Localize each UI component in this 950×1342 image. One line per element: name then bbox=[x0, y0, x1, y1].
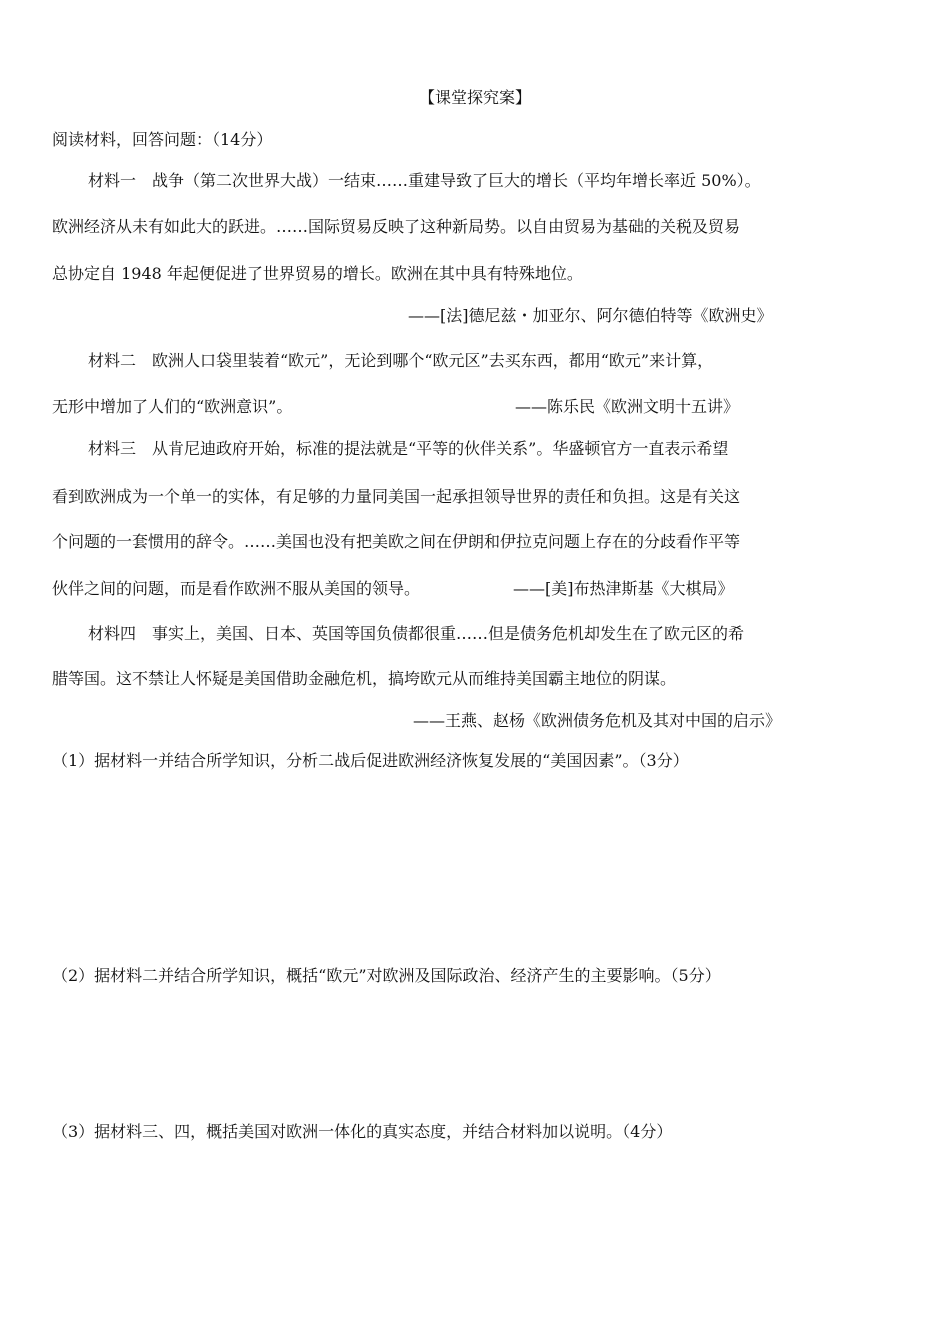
material-4-line-2: 腊等国。这不禁让人怀疑是美国借助金融危机，搞垮欧元从而维持美国霸主地位的阴谋。 bbox=[52, 669, 677, 688]
question-1: （1）据材料一并结合所学知识，分析二战后促进欧洲经济恢复发展的“美国因素”。（3分） bbox=[52, 751, 689, 770]
material-3-line-1: 材料三 从肯尼迪政府开始，标准的提法就是“平等的伙伴关系”。华盛顿官方一直表示希望 bbox=[88, 439, 729, 458]
question-3-answer-area[interactable] bbox=[52, 1156, 902, 1326]
page-title: 【课堂探究案】 bbox=[418, 88, 531, 107]
material-3-line-4: 伙伴之间的问题，而是看作欧洲不服从美国的领导。 bbox=[52, 579, 421, 598]
material-2-line-2: 无形中增加了人们的“欧洲意识”。 bbox=[52, 397, 293, 416]
material-3-line-3: 个问题的一套惯用的辞令。……美国也没有把美欧之间在伊朗和伊拉克问题上存在的分歧看作平等 bbox=[52, 532, 741, 551]
material-3-line-2: 看到欧洲成为一个单一的实体，有足够的力量同美国一起承担领导世界的责任和负担。这是有关这 bbox=[52, 487, 741, 506]
question-2: （2）据材料二并结合所学知识，概括“欧元”对欧洲及国际政治、经济产生的主要影响。（5分） bbox=[52, 966, 721, 985]
material-1-line-1: 材料一 战争（第二次世界大战）一结束……重建导致了巨大的增长（平均年增长率近 50%）。 bbox=[88, 171, 761, 190]
material-1-line-3: 总协定自 1948 年起便促进了世界贸易的增长。欧洲在其中具有特殊地位。 bbox=[52, 264, 583, 283]
material-2-source: ——陈乐民《欧洲文明十五讲》 bbox=[515, 397, 740, 416]
question-3: （3）据材料三、四，概括美国对欧洲一体化的真实态度，并结合材料加以说明。（4分） bbox=[52, 1122, 673, 1141]
material-4-source: ——王燕、赵杨《欧洲债务危机及其对中国的启示》 bbox=[413, 711, 782, 730]
question-2-answer-area[interactable] bbox=[52, 1000, 902, 1110]
material-1-line-2: 欧洲经济从未有如此大的跃进。……国际贸易反映了这种新局势。以自由贸易为基础的关税及贸易 bbox=[52, 217, 741, 236]
material-4-line-1: 材料四 事实上，美国、日本、英国等国负债都很重……但是债务危机却发生在了欧元区的希 bbox=[88, 624, 745, 643]
question-1-answer-area[interactable] bbox=[52, 785, 902, 955]
material-3-source: ——[美]布热津斯基《大棋局》 bbox=[513, 579, 734, 598]
intro-instruction: 阅读材料，回答问题：（14分） bbox=[52, 130, 273, 149]
material-2-line-1: 材料二 欧洲人口袋里装着“欧元”，无论到哪个“欧元区”去买东西，都用“欧元”来计算， bbox=[88, 351, 714, 370]
material-1-source: ——[法]德尼兹・加亚尔、阿尔德伯特等《欧洲史》 bbox=[408, 306, 773, 325]
